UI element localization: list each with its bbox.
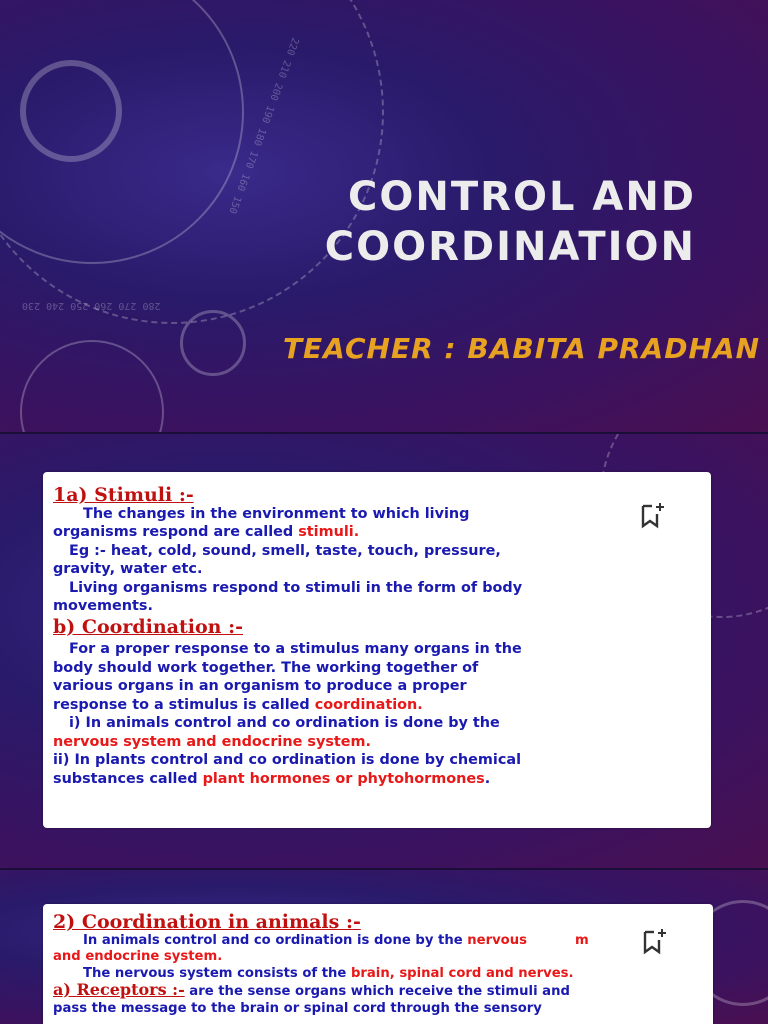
point-i-red: nervous system and endocrine system. — [53, 733, 371, 750]
para-1: The changes in the environment to which living — [83, 505, 470, 522]
title-line-1: CONTROL AND — [348, 174, 696, 220]
heading-coordination-animals: 2) Coordination in animals :- — [53, 911, 361, 933]
stimuli-slide — [0, 434, 768, 868]
title-slide — [0, 0, 768, 432]
line-1: In animals control and co ordination is done by the nervous m — [83, 932, 589, 948]
page-title — [325, 172, 696, 272]
heading-coordination: b) Coordination :- — [53, 615, 243, 638]
card-text — [53, 486, 701, 788]
decorative-scale: 280 270 260 250 240 230 — [22, 300, 161, 311]
line-4: a) Receptors :- are the sense organs which receive the stimuli and — [53, 980, 570, 999]
content-card — [43, 904, 713, 1024]
para-2-line-2: movements. — [53, 598, 153, 614]
para-2-line-1: Living organisms respond to stimuli in the form of body — [69, 579, 523, 596]
para-3-line-4: response to a stimulus is called coordination. — [53, 696, 423, 713]
content-card — [43, 472, 711, 828]
para-3-line-3: various organs in an organism to produce a proper — [53, 678, 467, 694]
decorative-ring — [180, 310, 246, 376]
teacher-subtitle: TEACHER : BABITA PRADHAN — [282, 332, 760, 365]
decorative-ring — [20, 340, 164, 432]
para-3-line-2: body should work together. The working together of — [53, 659, 479, 676]
card-text — [53, 911, 703, 1017]
point-ii-line-2: substances called plant hormones or phytohormones. — [53, 770, 491, 787]
title-line-2: COORDINATION — [324, 224, 696, 270]
decorative-scale: 220 210 200 190 180 170 160 150 — [226, 35, 301, 216]
line-2: and endocrine system. — [53, 949, 223, 964]
decorative-ring — [0, 0, 384, 324]
point-ii: ii) In plants control and co ordination is done by chemical — [53, 752, 522, 768]
coordination-animals-slide — [0, 870, 768, 1024]
example-line-2: gravity, water etc. — [53, 561, 203, 577]
para-3-line-1: For a proper response to a stimulus many organs in the — [69, 641, 522, 657]
example-line-1: Eg :- heat, cold, sound, smell, taste, touch, pressure, — [69, 542, 501, 559]
point-i: i) In animals control and co ordination is done by the — [69, 715, 500, 731]
para-1-line-2: organisms respond are called stimuli. — [53, 524, 360, 540]
line-3: The nervous system consists of the brain, spinal cord and nerves. — [83, 965, 574, 981]
heading-stimuli: 1a) Stimuli :- — [53, 484, 194, 506]
line-5: pass the message to the brain or spinal cord through the sensory — [53, 1000, 542, 1016]
